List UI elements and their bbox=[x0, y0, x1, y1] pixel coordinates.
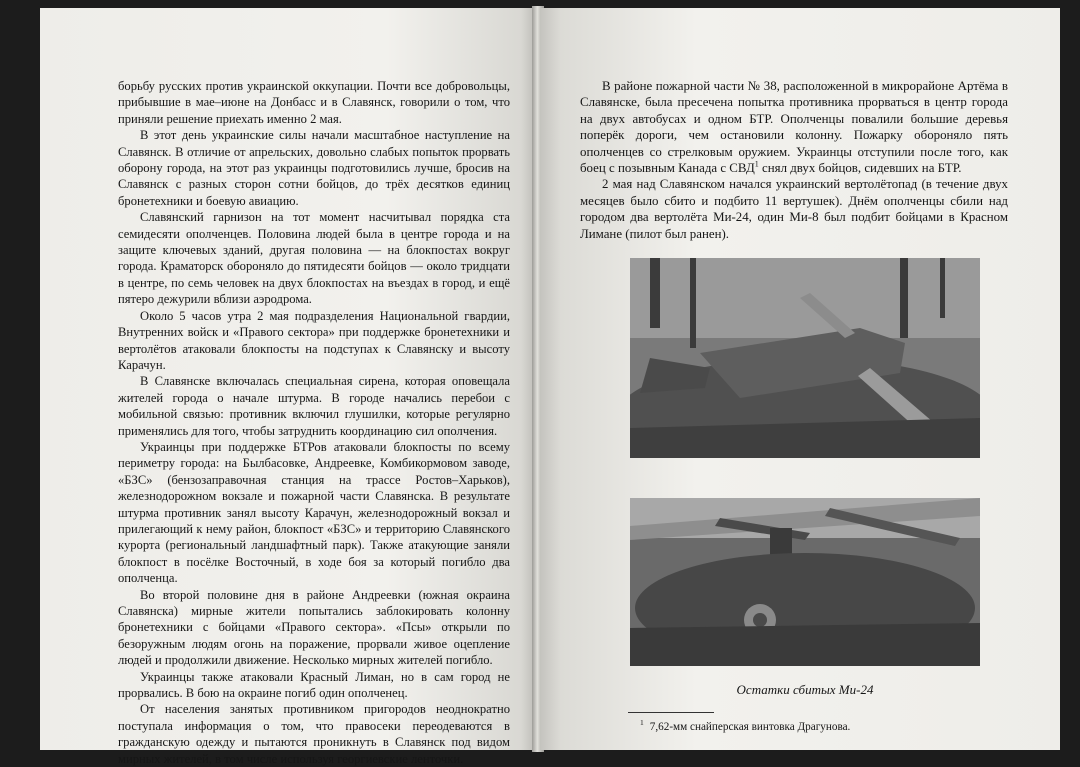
footnote-text: 7,62-мм снайперская винтовка Драгунова. bbox=[649, 721, 851, 734]
right-page bbox=[540, 8, 1060, 750]
paragraph-text: снял двух бойцов, сидевших на БТР. bbox=[758, 161, 962, 176]
paragraph: От населения занятых противником пригородов неоднократно поступала информация о том, что правосеки переодеваются в гражданскую одежду и пытаются проникнуть в Славянск под видом мирных жителей, в том числе используя георгиевские ленточки. bbox=[118, 702, 510, 766]
paragraph bbox=[580, 78, 1008, 176]
paragraph: В Славянске включалась специальная сирена, которая оповещала жителей города о начале штурма. В городе начались перебои с мобильной связью: противник включил глушилки, которые регулярно применялись для того, чтобы затруднить координацию сил ополчения. bbox=[118, 374, 510, 438]
paragraph: Славянский гарнизон на тот момент насчитывал порядка ста семидесяти ополченцев. Половина людей была в центре города и на защите ключевых зданий, другая половина — на блокпостах вокруг города. Краматорск обороняло до пятидесяти бойцов — около тридцати в центре, по семь человек на двух блокпостах на въездах в город, и ещё пятеро дежурили вблизи аэродрома. bbox=[118, 210, 510, 307]
footnote bbox=[640, 718, 1008, 734]
helicopter-wreck-photo-2 bbox=[630, 498, 980, 666]
paragraph: 2 мая над Славянском начался украинский вертолётопад (в течение двух месяцев было сбито и подбито 11 вертушек). Днём ополченцы сбили над городом два вертолёта Ми-24, один Ми-8 был подбит бойцами в Красном Лимане (пилот был ранен). bbox=[580, 177, 1008, 241]
right-page-text bbox=[580, 78, 1008, 242]
paragraph-text: В районе пожарной части № 38, расположенной в микрорайоне Артёма в Славянске, была пресечена попытка противника прорваться в центр города на двух автобусах и одном БТР. Ополченцы повалили большие деревья поперёк дороги, чем остановили колонну. Пожарку обороняло пять ополченцев со стрелковым оружием. Украинцы отступили после того, как боец с позывным Канада с СВД bbox=[580, 79, 1008, 176]
paragraph: борьбу русских против украинской оккупации. Почти все добровольцы, прибывшие в мае–июне на Донбасс и в Славянск, говорили о том, что приняли решение приехать именно 2 мая. bbox=[118, 79, 510, 126]
paragraph: Украинцы при поддержке БТРов атаковали блокпосты по всему периметру города: на Былбасовке, Андреевке, Комбикормовом заводе, «БЗС» (бензозаправочная станция на трассе Ростов–Харьков), железнодорожном вокзале и пожарной части Славянска. В результате штурма противник занял высоту Карачун, железнодорожный вокзал и прилегающий к нему район, блокпост «БЗС» и территорию Славянского курорта (региональный ландшафтный парк). Также атакующие заняли блокпост в посёлке Восточный, в ходе боя за который погибло два ополченца. bbox=[118, 439, 510, 586]
paragraph: Около 5 часов утра 2 мая подразделения Национальной гвардии, Внутренних войск и «Правого сектора» при поддержке бронетехники и вертолётов атаковали блокпосты на подступах к Славянску и высоту Карачун. bbox=[118, 308, 510, 372]
paragraph: Во второй половине дня в районе Андреевки (южная окраина Славянска) мирные жители попытались заблокировать колонну бронетехники с бойцами «Правого сектора». «Псы» открыли по безоружным людям огонь на поражение, прорвали живое оцепление людей и продолжили движение. Несколько мирных жителей погибло. bbox=[118, 587, 510, 668]
photo-caption: Остатки сбитых Ми-24 bbox=[736, 682, 874, 698]
helicopter-wreck-photo-1 bbox=[630, 258, 980, 458]
footnote-reference: 1 bbox=[754, 159, 759, 169]
left-page-text bbox=[118, 78, 510, 767]
paragraph: Украинцы также атаковали Красный Лиман, но в сам город не прорвались. В бою на окраине погиб один ополченец. bbox=[118, 669, 510, 701]
footnote-number: 1 bbox=[640, 718, 644, 728]
paragraph: В этот день украинские силы начали масштабное наступление на Славянск. В отличие от апрельских, довольно слабых попыток прорвать оборону города, на этот раз украинцы подготовились лучше, бросив на Славянск с разных сторон сотни бойцов, до трёх десятков единиц бронетехники и боевую авиацию. bbox=[118, 128, 510, 208]
left-page bbox=[40, 8, 536, 766]
footnote-divider bbox=[628, 712, 714, 713]
